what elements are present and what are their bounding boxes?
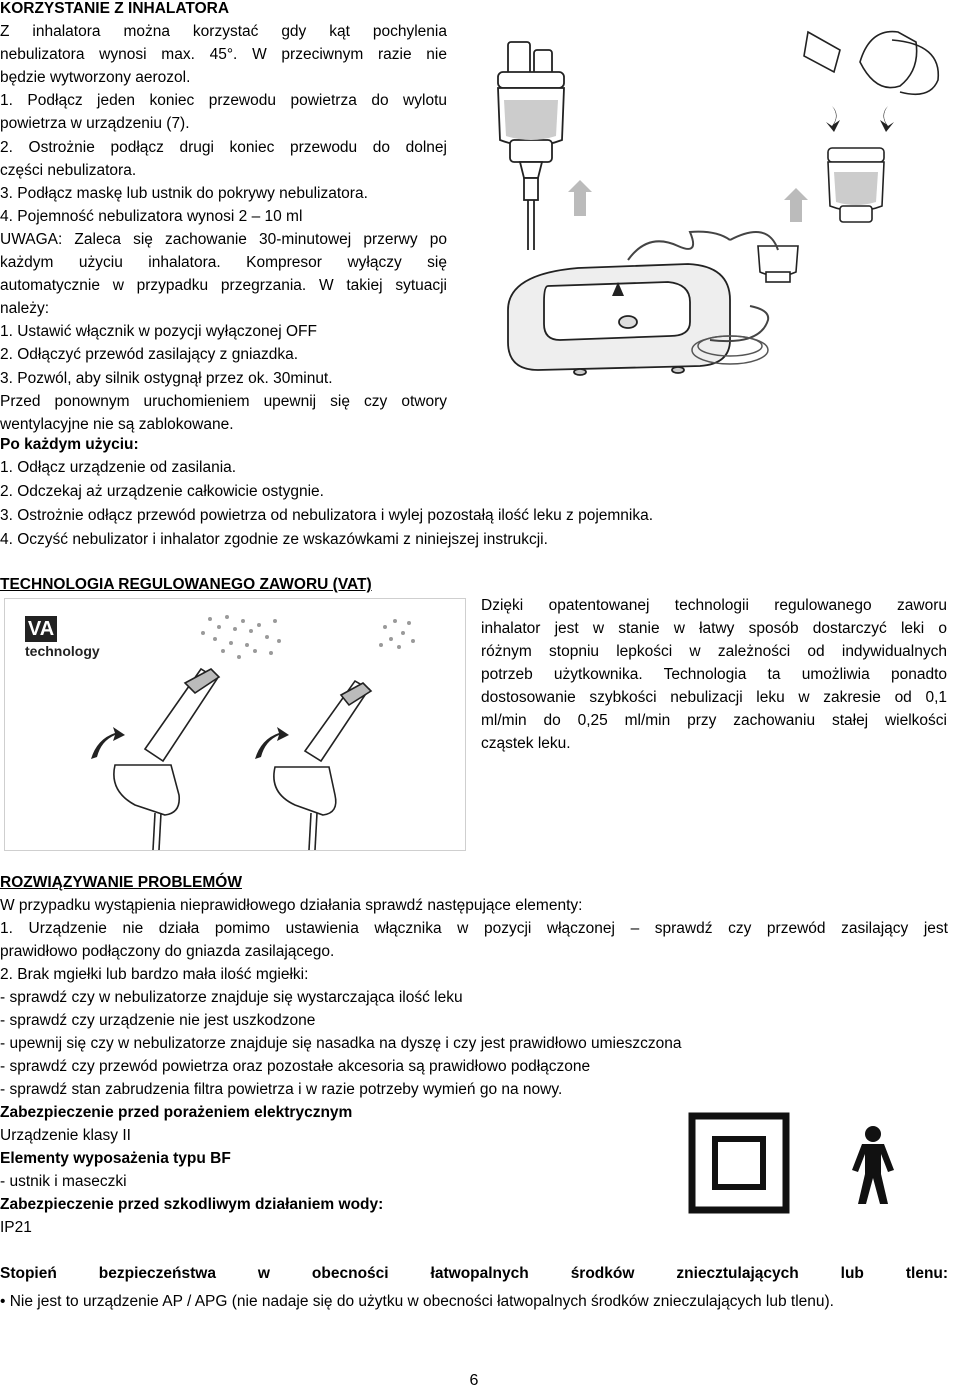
vat-line: Dzięki opatentowanej technologii regulowanego zaworu xyxy=(481,597,947,614)
shock-value: Urządzenie klasy II xyxy=(0,1127,131,1144)
section1-line: Przed ponownym uruchomieniem upewnij się czy otwory xyxy=(0,392,447,410)
check-item: - sprawdź czy przewód powietrza oraz pozostałe akcesoria są prawidłowo podłączone xyxy=(0,1058,591,1075)
vat-line: różnym stopniu lepkości w zależności od indywidualnych xyxy=(481,643,947,660)
check-item: - sprawdź czy w nebulizatorze znajduje się wystarczająca ilość leku xyxy=(0,989,463,1006)
water-heading: Zabezpieczenie przed szkodliwym działaniem wody: xyxy=(0,1196,384,1213)
after-use-step-3: 3. Ostrożnie odłącz przewód powietrza od nebulizatora i wylej pozostałą ilość leku z pojemnika. xyxy=(0,507,654,524)
section1-line: 3. Pozwól, aby silnik ostygnął przez ok. 30minut. xyxy=(0,369,333,387)
class2-bf-symbols xyxy=(688,1112,928,1214)
after-use-heading: Po każdym użyciu: xyxy=(0,436,139,453)
inhaler-assembly-illustration xyxy=(468,10,948,390)
troubleshoot-p2: 2. Brak mgiełki lub bardzo mała ilość mgiełki: xyxy=(0,966,309,983)
section2-title: TECHNOLOGIA REGULOWANEGO ZAWORU (VAT) xyxy=(0,576,372,593)
safety-word: łatwopalnych xyxy=(430,1265,529,1282)
section1-line: części nebulizatora. xyxy=(0,161,137,179)
section1-line: 1. Ustawić włącznik w pozycji wyłączonej OFF xyxy=(0,323,317,341)
section1-line: należy: xyxy=(0,300,50,318)
section1-line: nebulizatora wynosi max. 45°. W przeciwnym razie nie xyxy=(0,46,447,64)
section1-line: każdym użyciu inhalatora. Kompresor wyłączy się xyxy=(0,254,447,271)
section1-line: 4. Pojemność nebulizatora wynosi 2 – 10 ml xyxy=(0,207,303,225)
page-number: 6 xyxy=(469,1372,479,1389)
safety-word: Stopień xyxy=(0,1265,57,1282)
section1-line: UWAGA: Zaleca się zachowanie 30-minutowej przerwy po xyxy=(0,230,447,248)
troubleshoot-p1-line2: prawidłowo podłączony do gniazda zasilającego. xyxy=(0,943,335,960)
safety-word: w xyxy=(257,1265,270,1282)
troubleshoot-intro: W przypadku wystąpienia nieprawidłowego działania sprawdź następujące elementy: xyxy=(0,897,583,914)
vat-illustration xyxy=(4,598,466,851)
after-use-step-2: 2. Odczekaj aż urządzenie całkowicie ostygnie. xyxy=(0,483,324,500)
vat-line: dostosowanie szybkości nebulizacji leku w zakresie od 0,1 xyxy=(481,689,947,706)
class2-outer-square xyxy=(692,1116,786,1210)
section1-line: 2. Ostrożnie podłącz drugi koniec przewodu do dolnej xyxy=(0,138,447,156)
troubleshoot-p1-line1: 1. Urządzenie nie działa pomimo ustawienia włącznika w pozycji włączonej – sprawdź czy przewód zasilający jest xyxy=(0,920,948,937)
section1-line: 1. Podłącz jeden koniec przewodu powietrza do wylotu xyxy=(0,92,447,110)
section3-title: ROZWIĄZYWANIE PROBLEMÓW xyxy=(0,874,242,891)
section1-line: będzie wytworzony aerozol. xyxy=(0,69,191,87)
vat-description xyxy=(481,594,947,755)
safety-word: lub xyxy=(840,1265,864,1282)
safety-word: bezpieczeństwa xyxy=(98,1265,216,1282)
bf-heading: Elementy wyposażenia typu BF xyxy=(0,1150,231,1167)
bf-value: - ustnik i maseczki xyxy=(0,1173,127,1190)
vat-line: potrzeb użytkownika. Technologia ta umożliwia ponadto xyxy=(481,666,947,683)
vat-line: ml/min do 0,25 ml/min przy zachowaniu stałej wielkości xyxy=(481,712,947,729)
section1-line: 3. Podłącz maskę lub ustnik do pokrywy nebulizatora. xyxy=(0,184,368,202)
section1-line: powietrza w urządzeniu (7). xyxy=(0,115,190,133)
vat-logo-word: technology xyxy=(25,643,100,659)
safety-word: zniecztulających xyxy=(676,1265,799,1282)
water-value: IP21 xyxy=(0,1219,32,1236)
vat-logo-letters: VA xyxy=(25,616,57,642)
section1-line: 2. Odłączyć przewód zasilający z gniazdka. xyxy=(0,346,299,364)
safety-word: obecności xyxy=(311,1265,389,1282)
section1-line: wentylacyjne nie są zablokowane. xyxy=(0,415,234,433)
vat-mist-drawing xyxy=(5,599,465,850)
shock-heading: Zabezpieczenie przed porażeniem elektrycznym xyxy=(0,1104,353,1121)
bf-person-icon xyxy=(835,1122,911,1204)
check-item: - sprawdź czy urządzenie nie jest uszkodzone xyxy=(0,1012,316,1029)
after-use-step-1: 1. Odłącz urządzenie od zasilania. xyxy=(0,459,237,476)
vat-line: cząstek leku. xyxy=(481,735,571,752)
section1-line: automatycznie w przypadku przegrzania. W takiej sytuacji xyxy=(0,277,447,295)
check-item: - upewnij się czy w nebulizatorze znajduje się nasadka na dyszę i czy jest prawidłowo umieszczona xyxy=(0,1035,682,1052)
section1-line: Z inhalatora można korzystać gdy kąt pochylenia xyxy=(0,23,447,40)
safety-word: środków xyxy=(570,1265,635,1282)
safety-word: tlenu: xyxy=(905,1265,949,1282)
vat-line: inhalator jest w stanie w łatwy sposób dostarczyć leki o xyxy=(481,620,947,637)
safety-bullet: • Nie jest to urządzenie AP / APG (nie nadaje się do użytku w obecności łatwopalnych środków znieczulających lub tlenu). xyxy=(0,1293,834,1310)
class2-inner-square xyxy=(715,1139,763,1187)
check-item: - sprawdź stan zabrudzenia filtra powietrza i w razie potrzeby wymień go na nowy. xyxy=(0,1081,563,1098)
safety-heading xyxy=(0,1262,948,1285)
after-use-step-4: 4. Oczyść nebulizator i inhalator zgodnie ze wskazówkami z niniejszej instrukcji. xyxy=(0,531,548,548)
section1-title: KORZYSTANIE Z INHALATORA xyxy=(0,0,230,17)
